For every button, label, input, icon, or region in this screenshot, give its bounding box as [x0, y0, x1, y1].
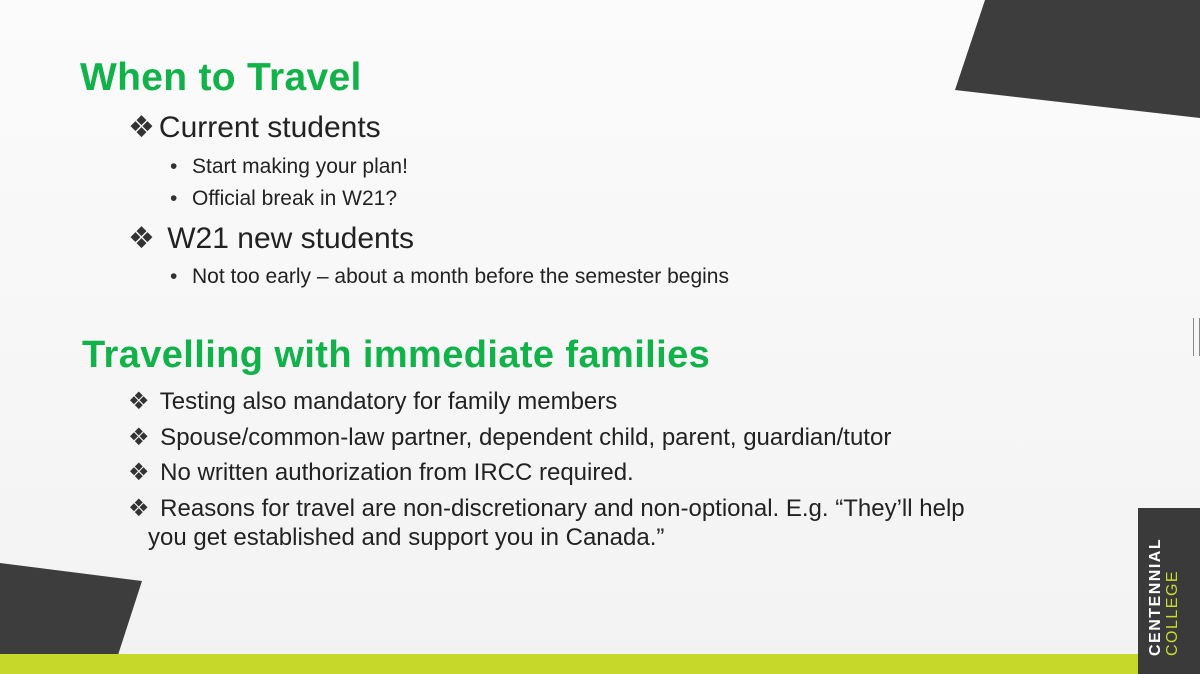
bullet-w21-new-students: ❖ W21 new students	[128, 221, 415, 256]
panel-resize-handle[interactable]	[1193, 318, 1200, 356]
diamond-bullet-icon: ❖	[128, 458, 150, 486]
dot-bullet-icon: •	[170, 155, 178, 178]
sub-bullet-official-break: • Official break in W21?	[170, 187, 398, 210]
diamond-bullet-icon: ❖	[128, 221, 155, 256]
bullet-reasons-continuation: you get established and support you in Canada.”	[148, 524, 665, 551]
brand-word-centennial: CENTENNIAL	[1147, 537, 1164, 656]
bullet-reasons-for-travel: ❖ Reasons for travel are non-discretionary and non-optional. E.g. “They’ll help	[128, 494, 965, 522]
section-title-when-to-travel: When to Travel	[80, 56, 362, 99]
dot-bullet-icon: •	[170, 265, 178, 288]
section-title-travelling-with-families: Travelling with immediate families	[82, 334, 711, 376]
bottom-accent-bar	[0, 654, 1138, 674]
sub-bullet-start-plan: • Start making your plan!	[170, 155, 408, 178]
diamond-bullet-icon: ❖	[128, 110, 155, 145]
sub-bullet-not-too-early: • Not too early – about a month before the semester begins	[170, 265, 729, 288]
diamond-bullet-icon: ❖	[128, 387, 150, 415]
diamond-bullet-icon: ❖	[128, 423, 150, 451]
bullet-current-students: ❖ Current students	[128, 110, 381, 145]
bullet-no-authorization: ❖ No written authorization from IRCC required.	[128, 458, 634, 486]
brand-word-college: COLLEGE	[1164, 569, 1181, 656]
diamond-bullet-icon: ❖	[128, 494, 150, 522]
top-right-decorative-shape	[955, 0, 1200, 120]
dot-bullet-icon: •	[170, 187, 178, 210]
bullet-family-members-list: ❖ Spouse/common-law partner, dependent child, parent, guardian/tutor	[128, 423, 892, 451]
bullet-testing-mandatory: ❖ Testing also mandatory for family members	[128, 387, 618, 415]
bottom-left-decorative-shape	[0, 555, 150, 655]
centennial-college-logo	[1147, 538, 1181, 656]
